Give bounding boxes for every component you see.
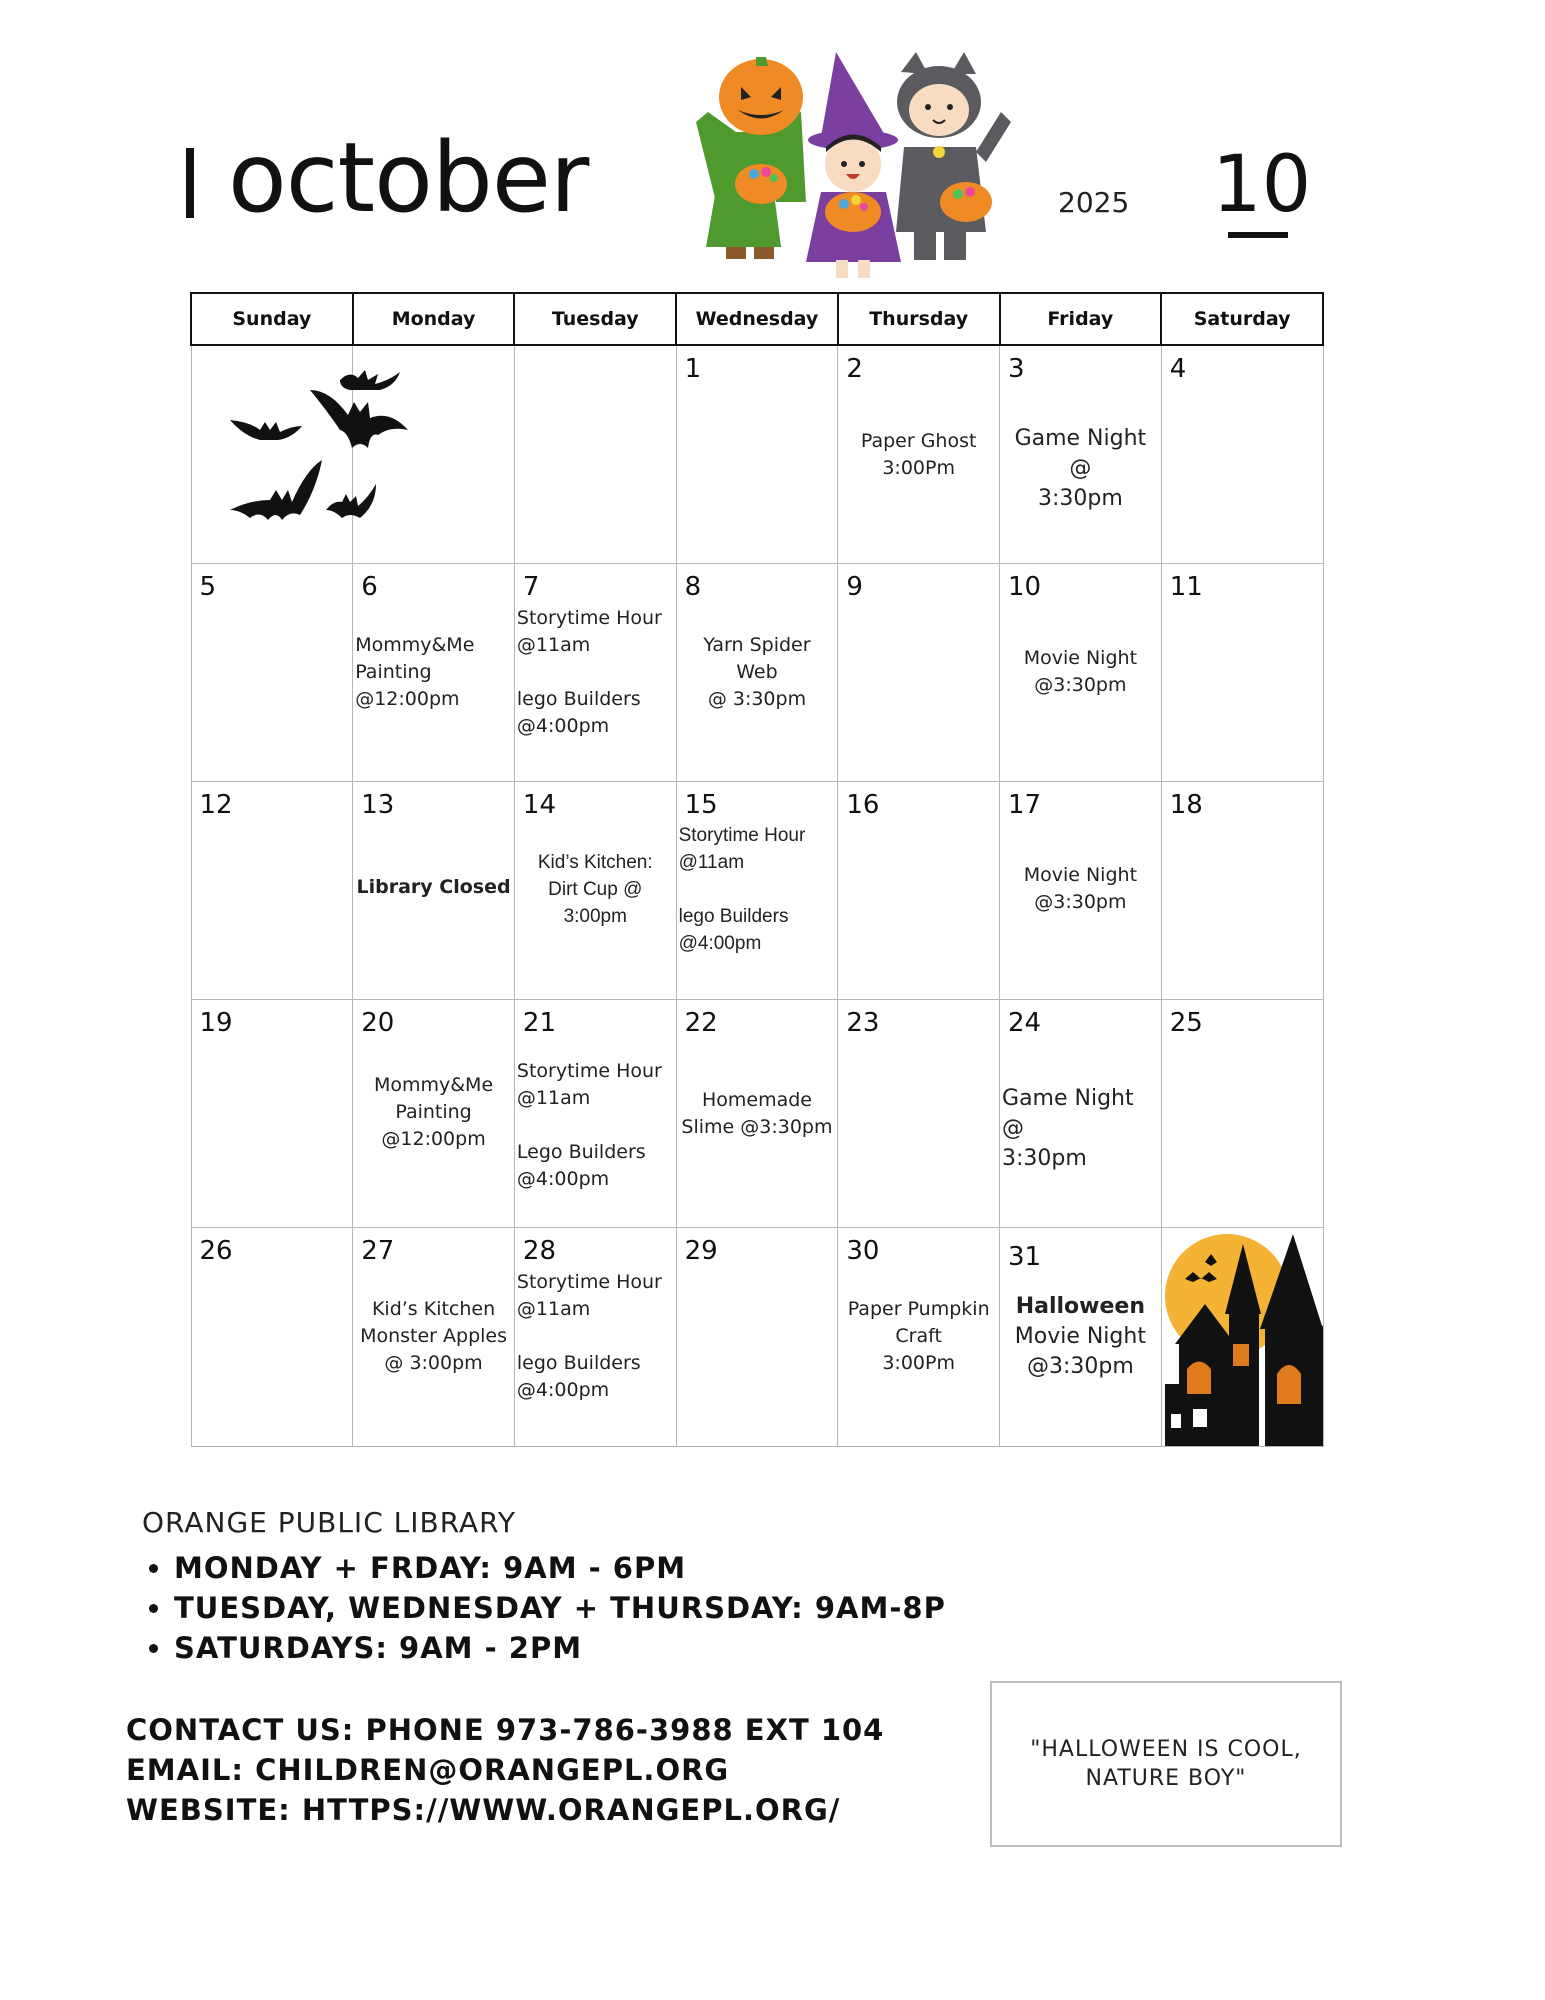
day-number: 5 [199,572,217,602]
event-kids-kitchen-dirt-cup: Kid’s Kitchen: Dirt Cup @ 3:00pm [537,852,653,927]
pumpkin-costume-kid-icon [696,57,806,259]
day-number: 27 [361,1236,395,1266]
calendar-cell-day [676,345,838,564]
contact-email: EMAIL: CHILDREN@ORANGEPL.ORG [126,1753,730,1787]
day-number: 30 [846,1236,880,1266]
month-number: 10 [1212,140,1312,230]
event-movie-night: Movie Night @3:30pm [1023,647,1138,696]
day-number: 16 [846,790,880,820]
calendar-cell-day [353,1228,515,1447]
event-halloween-movie-night: Movie Night @3:30pm [1014,1324,1146,1379]
calendar-cell-day [1161,564,1323,782]
calendar-cell-day [1161,782,1323,1000]
day-number: 2 [846,354,863,384]
event-storytime-and-lego: Storytime Hour @11am lego Builders @4:00pm [678,825,806,954]
day-number: 15 [684,790,718,820]
calendar-cell-day [514,564,676,782]
calendar-cell-empty [514,345,676,564]
week-row-3 [191,782,1323,1000]
day-number: 22 [684,1008,718,1038]
calendar-cell-day [514,1228,676,1447]
calendar-cell-day [1000,1000,1162,1228]
day-number: 31 [1008,1242,1042,1272]
day-number: 13 [361,790,395,820]
calendar-cell-day [1000,564,1162,782]
weekday-tuesday: Tuesday [514,293,676,345]
day-number: 25 [1169,1008,1203,1038]
bat-icon [340,370,400,390]
calendar-cell-image [1161,1228,1323,1447]
event-storytime-and-lego: Storytime Hour @11am Lego Builders @4:00pm [516,1060,662,1190]
calendar-cell-day [838,1228,1000,1447]
contact-block [126,1710,884,1830]
calendar-cell-day [1000,345,1162,564]
day-number: 24 [1008,1008,1042,1038]
trick-or-treat-kids-illustration [686,52,1032,282]
day-number: 3 [1008,354,1025,384]
event-halloween-title: Halloween [1015,1294,1146,1319]
event-mommy-and-me-painting: Mommy&Me Painting @12:00pm [355,634,475,710]
day-number: 8 [684,572,702,602]
weekday-monday: Monday [353,293,515,345]
event-library-closed: Library Closed [356,876,511,898]
day-number: 18 [1169,790,1203,820]
event-storytime-and-lego: Storytime Hour @11am lego Builders @4:00pm [516,1271,662,1401]
day-number: 11 [1169,572,1203,602]
day-number: 14 [522,790,556,820]
weekday-wednesday: Wednesday [676,293,838,345]
day-number: 28 [522,1236,556,1266]
day-number: 26 [199,1236,233,1266]
calendar-cell-day [838,564,1000,782]
hours-item: • MONDAY + FRDAY: 9AM - 6PM [174,1548,946,1588]
weekday-friday: Friday [1000,293,1162,345]
bat-icon [326,484,376,518]
weekday-saturday: Saturday [1161,293,1323,345]
calendar-cell-day [676,782,838,1000]
quote-box [990,1681,1342,1847]
day-number: 9 [846,572,863,602]
day-number: 20 [361,1008,395,1038]
cat-costume-kid-icon [896,52,1011,260]
week-row-4 [191,1000,1323,1228]
calendar-cell-day [353,564,515,782]
event-kids-kitchen-monster-apples: Kid’s Kitchen Monster Apples @ 3:00pm [360,1298,508,1374]
day-number: 12 [199,790,233,820]
quote-text: "HALLOWEEN IS COOL, NATURE BOY" [1030,1737,1302,1791]
calendar-cell-day [514,782,676,1000]
event-game-night: Game Night @ 3:30pm [1014,426,1147,511]
day-number: 29 [684,1236,718,1266]
calendar-cell-day [1000,1228,1162,1447]
event-paper-ghost: Paper Ghost 3:00Pm [860,430,977,479]
bat-icon [310,390,408,448]
calendar-cell-day [353,1000,515,1228]
day-number: 21 [522,1008,556,1038]
calendar-cell-day [1161,1000,1323,1228]
day-number: 23 [846,1008,880,1038]
day-number: 4 [1169,354,1187,384]
calendar-cell-day [676,564,838,782]
calendar-cell-day [191,1000,353,1228]
month-number-underline [1228,232,1288,238]
event-mommy-and-me-painting: Mommy&Me Painting @12:00pm [373,1074,494,1150]
calendar-cell-day [514,1000,676,1228]
year-label: 2025 [1058,186,1130,219]
weekday-sunday: Sunday [191,293,353,345]
event-movie-night: Movie Night @3:30pm [1023,864,1138,913]
calendar-cell-day [676,1228,838,1447]
calendar-cell-day [838,1000,1000,1228]
calendar-cell-day [191,1228,353,1447]
weekday-thursday: Thursday [838,293,1000,345]
event-yarn-spider-web: Yarn Spider Web @ 3:30pm [703,634,811,710]
contact-phone: CONTACT US: PHONE 973-786-3988 EXT 104 [126,1713,885,1747]
event-paper-pumpkin-craft: Paper Pumpkin Craft 3:00Pm [847,1298,990,1374]
calendar-cell-day [1161,345,1323,564]
calendar-cell-day [838,345,1000,564]
week-row-5 [191,1228,1323,1447]
calendar-cell-day [353,782,515,1000]
bats-illustration [230,360,500,540]
calendar-cell-day [191,564,353,782]
calendar-cell-day [676,1000,838,1228]
event-storytime-and-lego: Storytime Hour @11am lego Builders @4:00pm [516,607,662,737]
day-number: 17 [1008,790,1042,820]
event-game-night: Game Night @ 3:30pm [1002,1086,1134,1171]
day-number: 1 [684,354,702,384]
haunted-house-icon [1165,1234,1323,1446]
event-homemade-slime: Homemade Slime @3:30pm [681,1089,833,1138]
hours-item: • TUESDAY, WEDNESDAY + THURSDAY: 9AM-8P [174,1588,946,1628]
calendar-cell-day [1000,782,1162,1000]
week-row-2 [191,564,1323,782]
day-number: 19 [199,1008,233,1038]
contact-website: WEBSITE: HTTPS://WWW.ORANGEPL.ORG/ [126,1793,841,1827]
bat-icon [230,420,302,440]
month-title: october [228,122,589,234]
hours-item: • SATURDAYS: 9AM - 2PM [174,1628,946,1668]
day-number: 10 [1008,572,1042,602]
witch-costume-kid-icon [806,52,901,278]
library-name: ORANGE PUBLIC LIBRARY [142,1506,516,1539]
bat-icon [230,460,322,520]
day-number: 6 [361,572,378,602]
weekday-header-row [191,293,1323,345]
day-number: 7 [522,572,540,602]
calendar-cell-day [838,782,1000,1000]
hours-list [142,1548,946,1668]
title-divider-bar [186,148,194,218]
calendar-cell-day [191,782,353,1000]
